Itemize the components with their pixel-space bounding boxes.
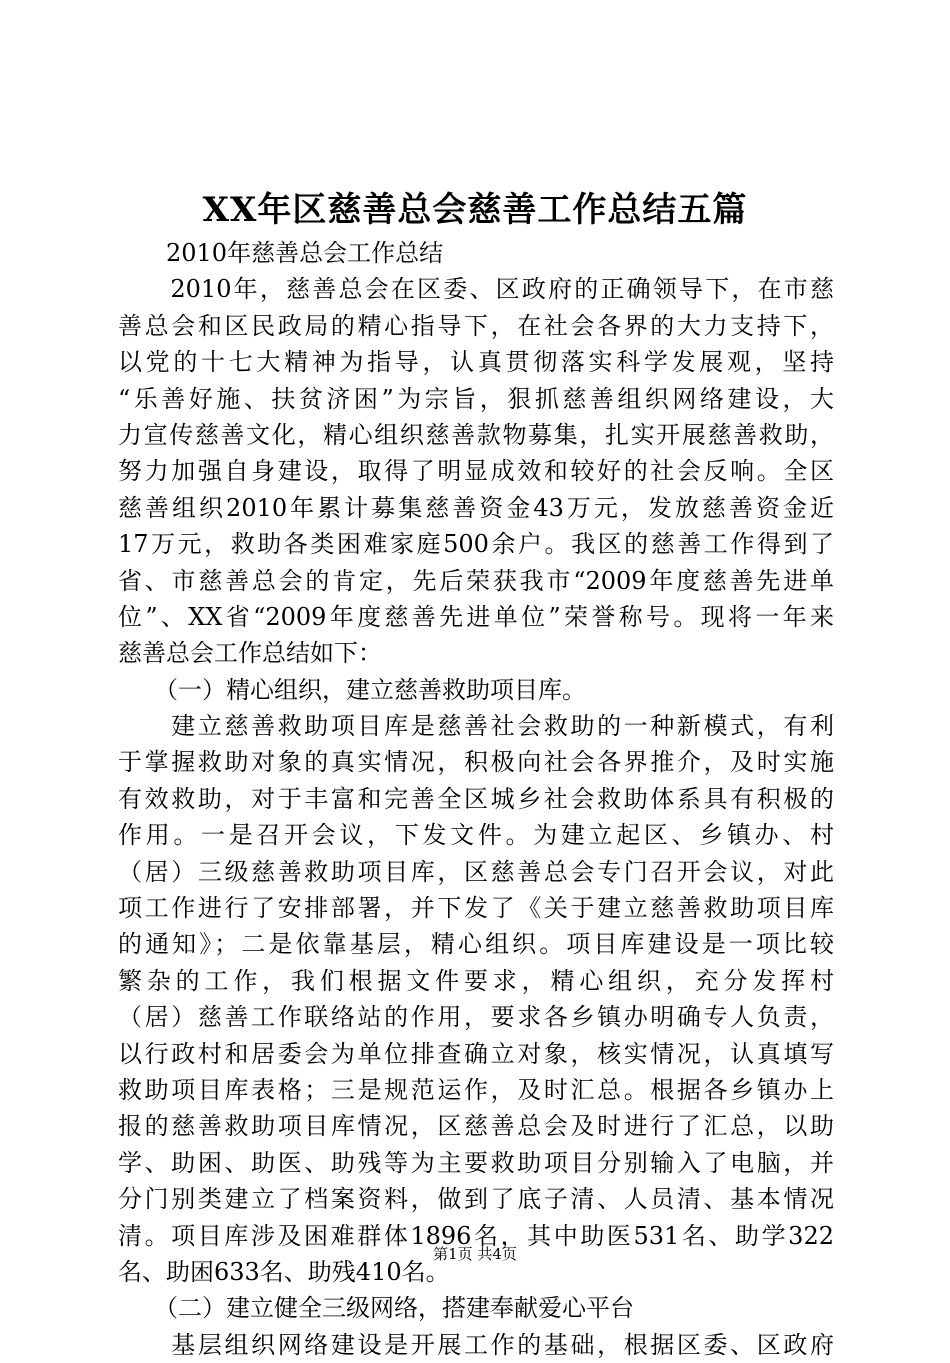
text-line: 清。项目库涉及困难群体1896名，其中助医531名、助学322 (118, 1221, 834, 1250)
document-body (118, 235, 834, 1363)
text-line: 2010年慈善总会工作总结 (118, 239, 444, 267)
text-line: 有效救助，对于丰富和完善全区城乡社会救助体系具有积极的 (118, 784, 834, 813)
text-line: 学、助困、助医、助残等为主要救助项目分别输入了电脑，并 (118, 1148, 834, 1177)
text-line: 17万元，救助各类困难家庭500余户。我区的慈善工作得到了 (118, 530, 834, 559)
text-line: 的通知》；二是依靠基层，精心组织。项目库建设是一项比较 (118, 930, 834, 959)
text-line: 善总会和区民政局的精心指导下，在社会各界的大力支持下， (118, 311, 834, 340)
text-line: “乐善好施、扶贫济困”为宗旨，狠抓慈善组织网络建设，大 (118, 384, 834, 413)
document-title: XX年区慈善总会慈善工作总结五篇 (202, 190, 748, 230)
text-line: （一）精心组织，建立慈善救助项目库。 (118, 675, 586, 704)
text-line: 基层组织网络建设是开展工作的基础，根据区委、区政府 (118, 1330, 834, 1359)
text-line: 救助项目库表格；三是规范运作，及时汇总。根据各乡镇办上 (118, 1075, 834, 1104)
text-line: （居）慈善工作联络站的作用，要求各乡镇办明确专人负责， (118, 1003, 834, 1032)
text-line: 力宣传慈善文化，精心组织慈善款物募集，扎实开展慈善救助， (118, 420, 834, 449)
text-line: 慈善组织2010年累计募集慈善资金43万元，发放慈善资金近 (118, 493, 834, 522)
page-footer: 第1页 共4页 (433, 1245, 517, 1263)
text-line: 努力加强自身建设，取得了明显成效和较好的社会反响。全区 (118, 457, 834, 486)
text-line: （二）建立健全三级网络，搭建奉献爱心平台 (118, 1294, 634, 1323)
text-line: 繁杂的工作，我们根据文件要求，精心组织，充分发挥村 (118, 966, 834, 995)
text-line: 名、助困633名、助残410名。 (118, 1257, 450, 1286)
text-line: 于掌握救助对象的真实情况，积极向社会各界推介，及时实施 (118, 748, 834, 777)
text-line: （居）三级慈善救助项目库，区慈善总会专门召开会议，对此 (118, 857, 834, 886)
text-line: 位”、XX省“2009年度慈善先进单位”荣誉称号。现将一年来 (118, 602, 834, 631)
text-line: 项工作进行了安排部署，并下发了《关于建立慈善救助项目库 (118, 894, 834, 923)
text-line: 报的慈善救助项目库情况，区慈善总会及时进行了汇总，以助 (118, 1112, 834, 1141)
text-line: 以党的十七大精神为指导，认真贯彻落实科学发展观，坚持 (118, 348, 834, 377)
text-line: 分门别类建立了档案资料，做到了底子清、人员清、基本情况 (118, 1185, 834, 1214)
text-line: 以行政村和居委会为单位排查确立对象，核实情况，认真填写 (118, 1039, 834, 1068)
text-line: 建立慈善救助项目库是慈善社会救助的一种新模式，有利 (118, 712, 834, 741)
text-line: 作用。一是召开会议，下发文件。为建立起区、乡镇办、村 (118, 821, 834, 850)
text-line: 省、市慈善总会的肯定，先后荣获我市“2009年度慈善先进单 (118, 566, 834, 595)
text-line: 2010年，慈善总会在区委、区政府的正确领导下，在市慈 (118, 275, 834, 304)
text-line: 慈善总会工作总结如下： (118, 639, 382, 668)
